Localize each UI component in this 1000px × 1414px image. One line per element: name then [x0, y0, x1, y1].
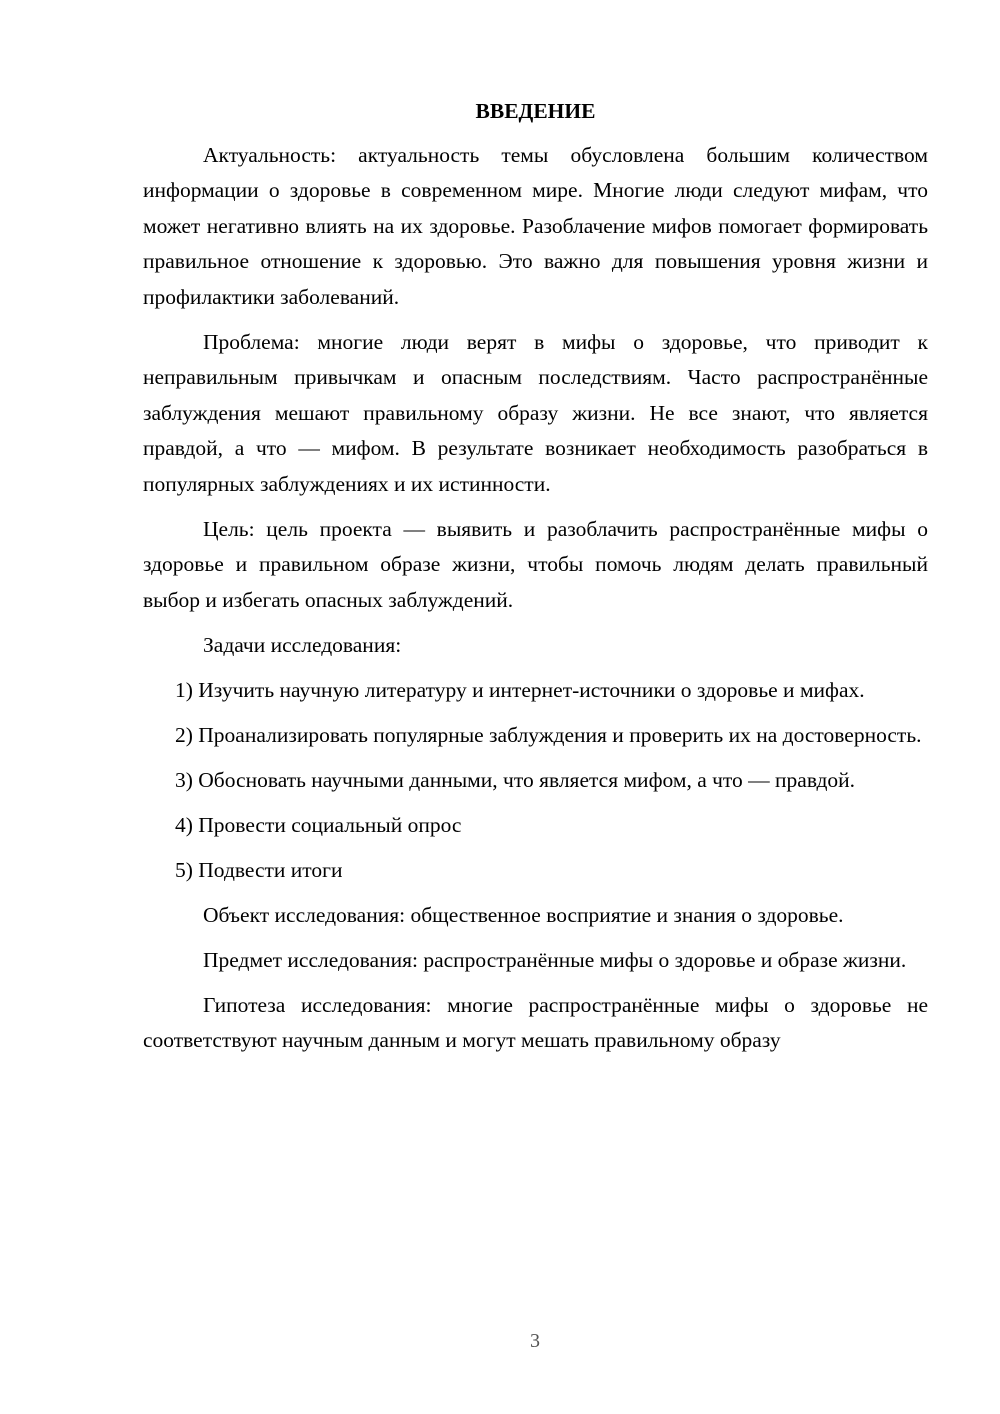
hypothesis-paragraph: Гипотеза исследования: многие распространённые мифы о здоровье не соответствуют научным данным и могут мешать правильному образу: [143, 992, 928, 1052]
task-item: 1) Изучить научную литературу и интернет-источники о здоровье и мифах.: [175, 677, 865, 702]
goal-paragraph: Цель: цель проекта — выявить и разоблачить распространённые мифы о здоровье и правильном образе жизни, чтобы помочь людям делать правильный выбор и избегать опасных заблуждений.: [143, 516, 928, 612]
problem-paragraph: Проблема: многие люди верят в мифы о здоровье, что приводит к неправильным привычкам и опасным последствиям. Часто распространённые заблуждения мешают правильному образу жизни. Не все знают, что является правдой, а что — мифом. В результате возникает необходимость разобраться в популярных заблуждениях и их истинности.: [143, 329, 928, 496]
tasks-heading: Задачи исследования:: [203, 632, 402, 657]
page-number: 3: [530, 1330, 540, 1352]
task-item: 4) Провести социальный опрос: [175, 812, 462, 837]
object-paragraph: Объект исследования: общественное восприятие и знания о здоровье.: [203, 902, 844, 927]
relevance-paragraph: Актуальность: актуальность темы обусловлена большим количеством информации о здоровье в современном мире. Многие люди следуют мифам, что может негативно влиять на их здоровье. Разоблачение мифов помогает формировать правильное отношение к здоровью. Это важно для повышения уровня жизни и профилактики заболеваний.: [143, 142, 928, 309]
task-item: 3) Обосновать научными данными, что является мифом, а что — правдой.: [175, 767, 856, 792]
subject-paragraph: Предмет исследования: распространённые мифы о здоровье и образе жизни.: [203, 947, 907, 972]
page-content: [143, 94, 928, 1068]
task-item: 5) Подвести итоги: [175, 857, 343, 882]
page-title: ВВЕДЕНИЕ: [475, 99, 596, 123]
task-item: 2) Проанализировать популярные заблуждения и проверить их на достоверность.: [175, 722, 922, 747]
